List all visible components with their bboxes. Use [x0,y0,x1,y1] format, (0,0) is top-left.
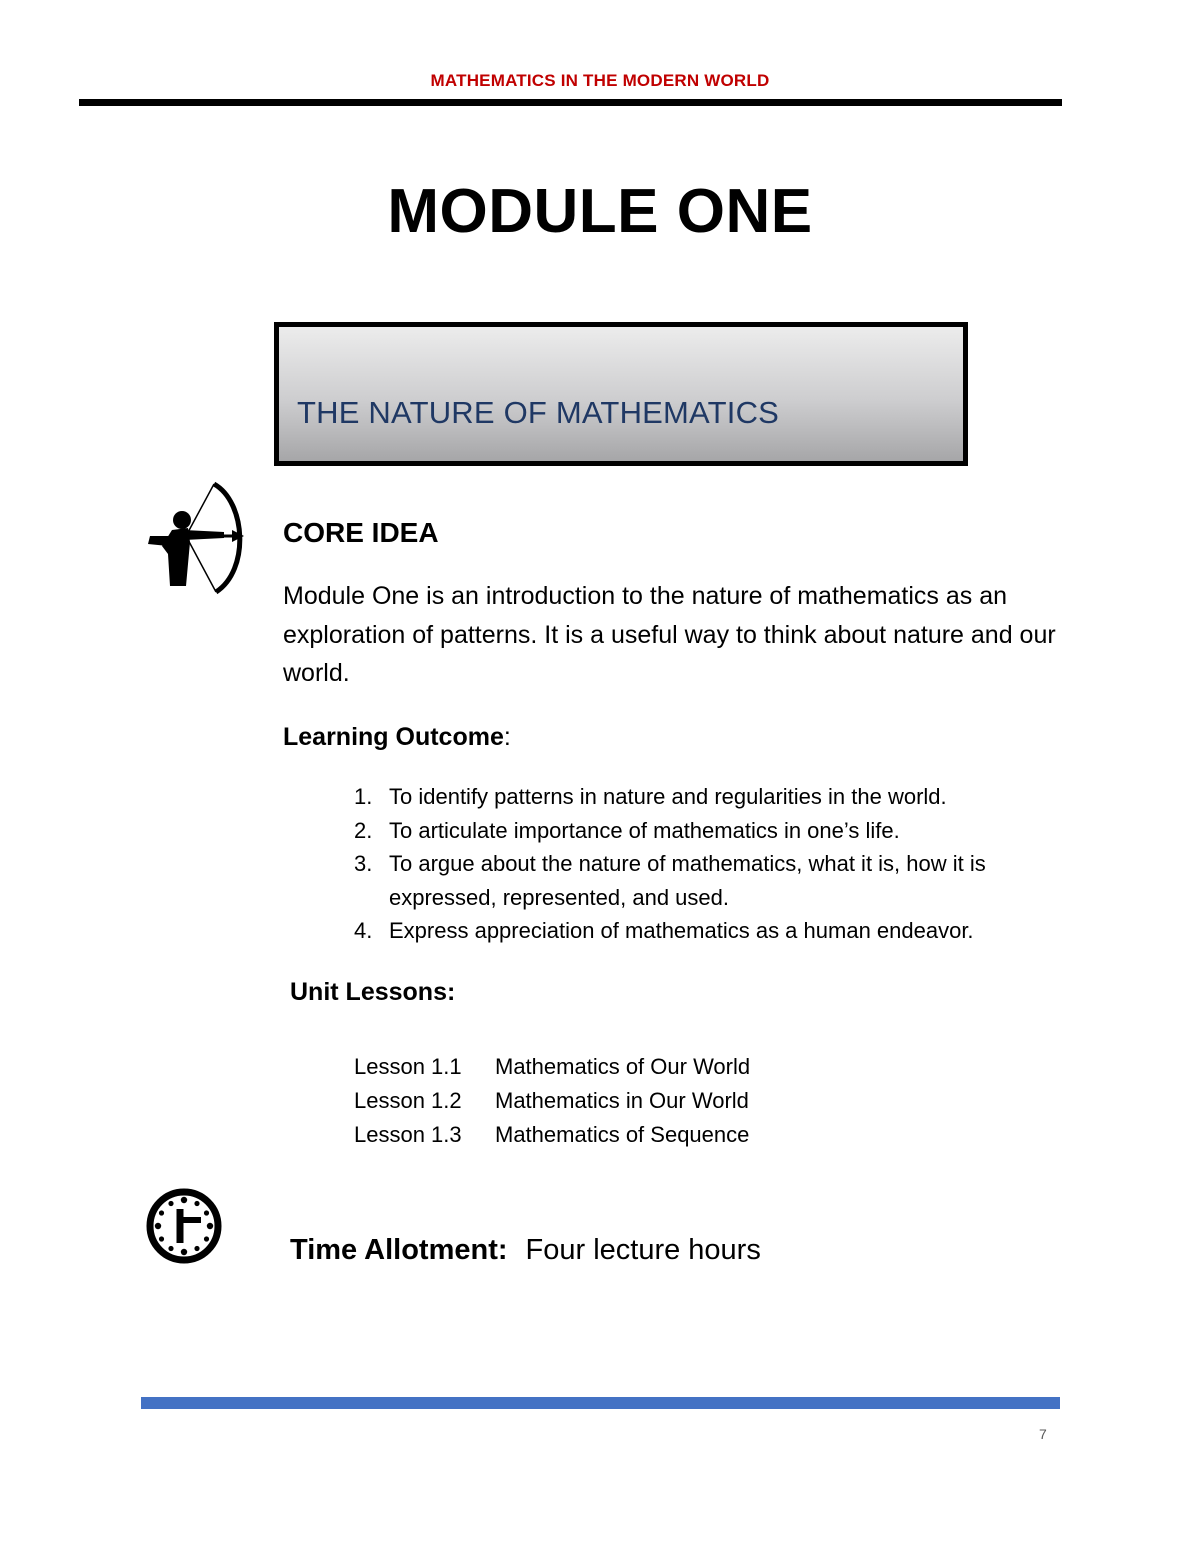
time-allotment-value: Four lecture hours [525,1234,761,1266]
archer-icon [138,480,250,595]
core-idea-body: Module One is an introduction to the nature of mathematics as an exploration of patterns. It is a useful way to think about nature and our world. [283,582,1056,687]
time-allotment [290,1234,761,1267]
learning-outcome-list [354,780,1074,948]
list-text: Express appreciation of mathematics as a human endeavor. [389,918,974,943]
list-item [354,814,1074,848]
lesson-item [354,1118,750,1152]
lesson-title: Mathematics of Our World [495,1054,751,1079]
list-number: 4. [354,918,373,943]
lesson-item [354,1084,750,1118]
unit-lessons-list [354,1050,750,1152]
footer-rule [141,1397,1060,1409]
list-text: To identify patterns in nature and regularities in the world. [389,784,947,809]
header-rule [79,99,1062,106]
lesson-code: Lesson 1.1 [354,1054,462,1079]
module-title: MODULE ONE [387,177,813,246]
learning-outcome-colon: : [503,723,511,751]
learning-outcome-heading [283,723,511,752]
lesson-title: Mathematics in Our World [495,1088,749,1113]
time-allotment-label: Time Allotment: [290,1234,508,1266]
clock-icon [143,1185,225,1267]
title-box-text: THE NATURE OF MATHEMATICS [297,395,780,430]
core-idea-heading: CORE IDEA [283,517,439,548]
list-item [354,847,1074,914]
learning-outcome-label: Learning Outcome [283,723,504,751]
lesson-title: Mathematics of Sequence [495,1122,750,1147]
list-text: To articulate importance of mathematics in one’s life. [389,817,900,843]
page-number: 7 [1039,1426,1047,1442]
list-item [354,914,1074,948]
list-text: To argue about the nature of mathematics, what it is, how it is expressed, represented, and used. [389,851,986,910]
list-number: 1. [354,784,373,809]
lesson-item [354,1050,750,1084]
title-box [274,322,968,466]
unit-lessons-heading: Unit Lessons: [290,978,456,1006]
list-number: 3. [354,851,373,876]
lesson-code: Lesson 1.3 [354,1122,462,1147]
running-header: MATHEMATICS IN THE MODERN WORLD [430,71,770,90]
list-number: 2. [354,817,373,843]
lesson-code: Lesson 1.2 [354,1088,462,1113]
list-item [354,780,1074,814]
